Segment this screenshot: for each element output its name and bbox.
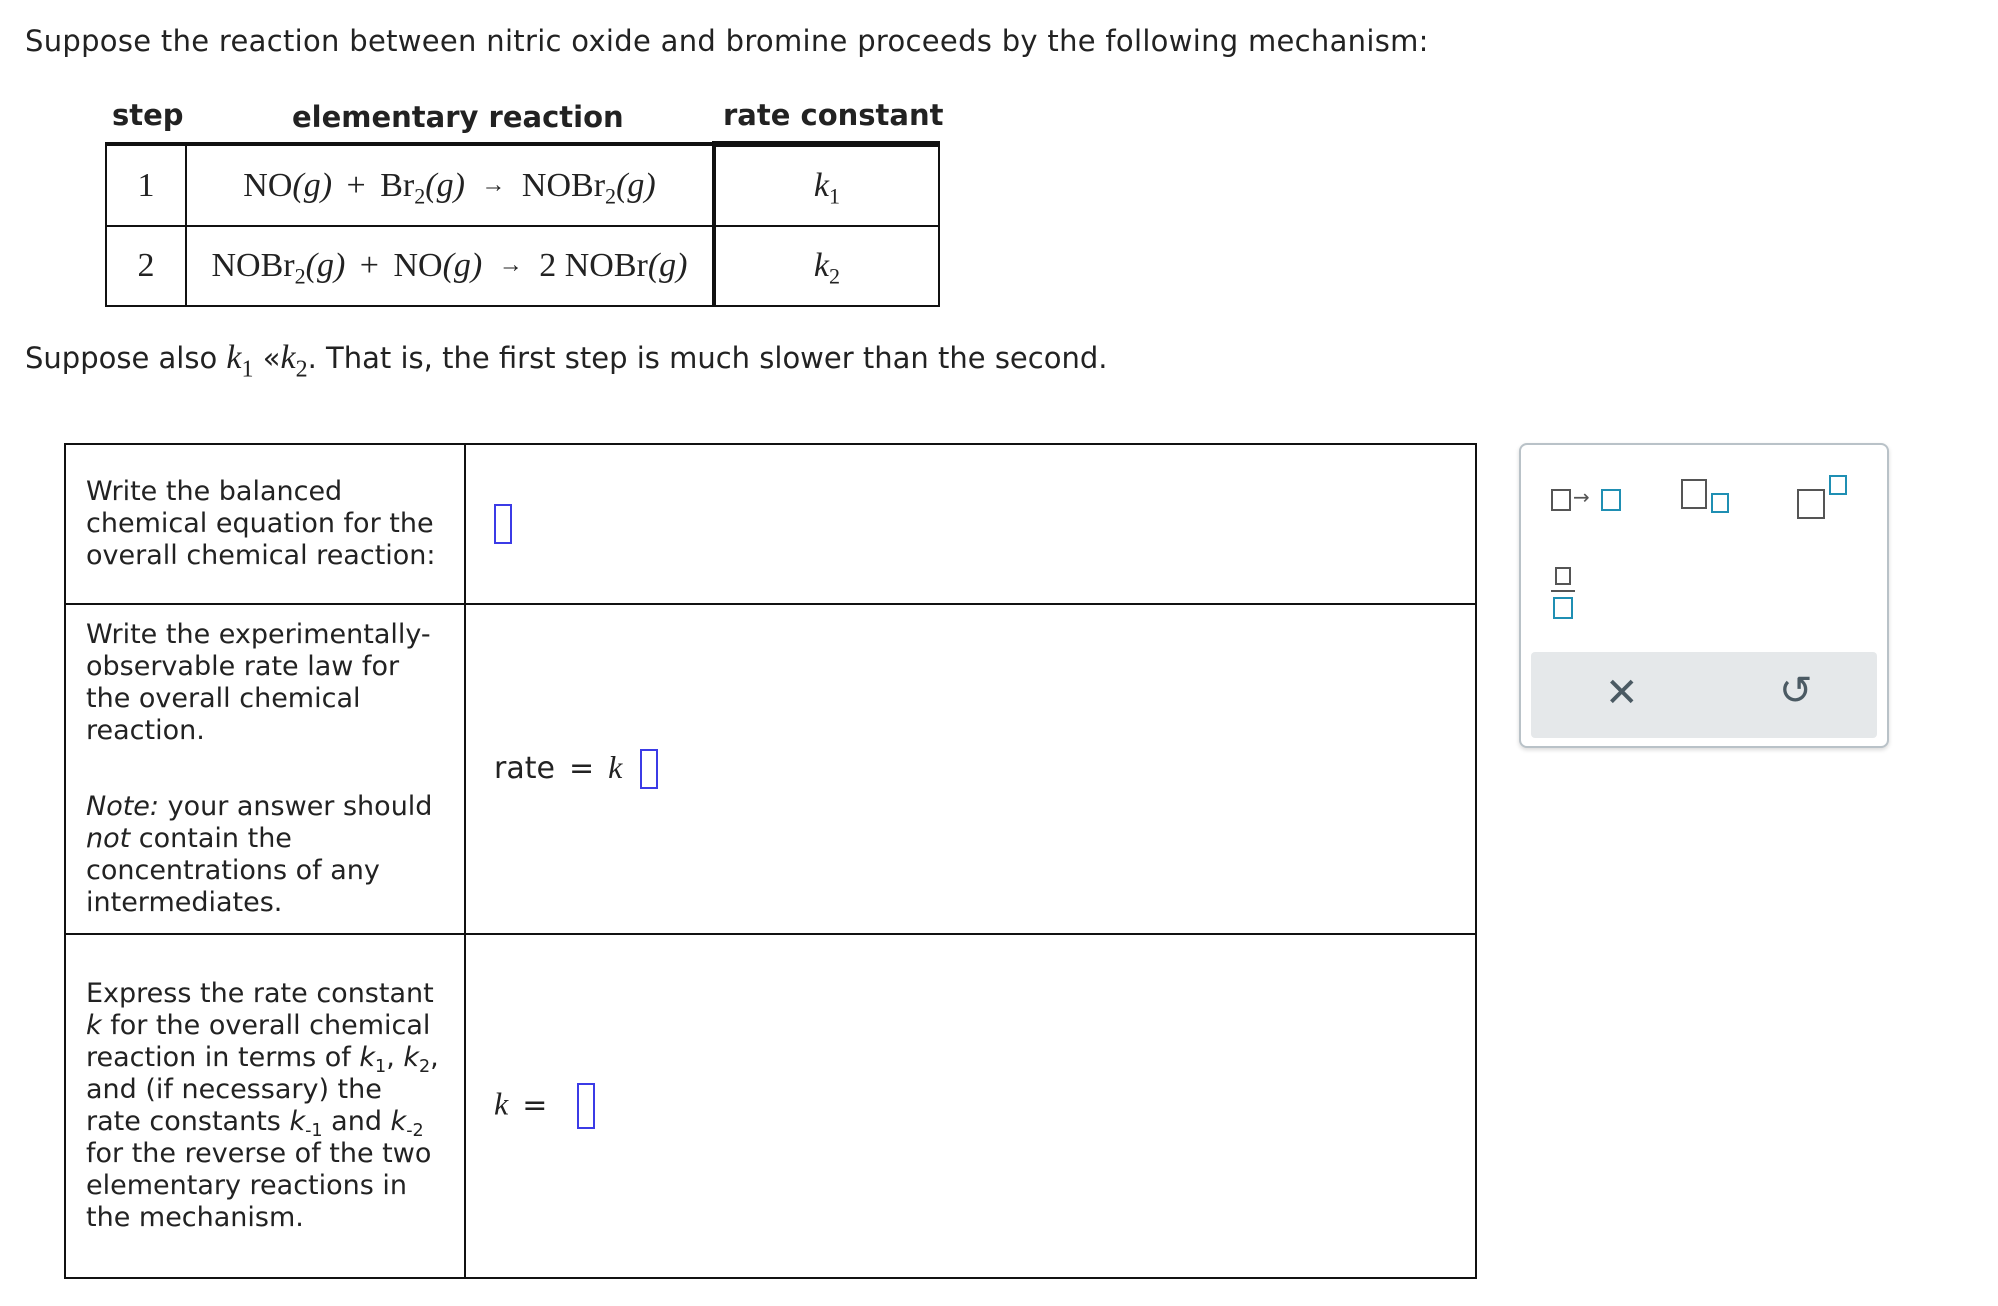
box-icon bbox=[1551, 489, 1571, 511]
answer-cell bbox=[465, 444, 1476, 604]
superscript-box-icon bbox=[1829, 475, 1847, 495]
question-row bbox=[65, 604, 1476, 934]
reaction-arrow-icon: → bbox=[498, 252, 523, 278]
step-number: 2 bbox=[106, 226, 186, 306]
mechanism-table bbox=[105, 141, 940, 307]
reaction-arrow-icon: → bbox=[481, 171, 506, 198]
answer-cell: rate = k bbox=[465, 604, 1476, 934]
numerator-icon bbox=[1555, 567, 1571, 585]
question-table bbox=[64, 443, 1477, 1279]
reaction-1: $NO(g) + Br_2(g)$ → NOBr$_2$(g) bbox=[186, 144, 714, 226]
arrow-icon: → bbox=[1573, 485, 1590, 509]
subscript-icon bbox=[1681, 479, 1707, 509]
mechanism-row bbox=[106, 144, 939, 226]
balanced-equation-input[interactable] bbox=[494, 504, 512, 544]
clear-icon[interactable]: ✕ bbox=[1605, 670, 1639, 716]
denominator-icon bbox=[1553, 597, 1573, 619]
superscript-icon bbox=[1797, 489, 1825, 519]
superscript-button[interactable] bbox=[1797, 475, 1857, 521]
fraction-button[interactable] bbox=[1549, 567, 1579, 621]
box-icon bbox=[1601, 489, 1621, 511]
intro-text: Suppose the reaction between nitric oxide and bromine proceeds by the following mechanism: bbox=[25, 24, 1429, 58]
rate-constant-k1: $k_1$ bbox=[714, 144, 939, 226]
reaction-arrow-tool-button[interactable] bbox=[1551, 485, 1631, 515]
question-prompt: Write the balanced chemical equation for the overall chemical reaction: bbox=[65, 444, 465, 604]
question-row bbox=[65, 934, 1476, 1278]
header-step: step bbox=[112, 98, 184, 132]
subscript-button[interactable] bbox=[1681, 479, 1741, 519]
subscript-box-icon bbox=[1711, 493, 1729, 513]
rate-law-input[interactable] bbox=[640, 749, 658, 789]
answer-cell: k = bbox=[465, 934, 1476, 1278]
question-prompt: Write the experimentally-observable rate law for the overall chemical reaction. Note: your answer should not contain the concentrations of any intermediates. bbox=[65, 604, 465, 934]
question-row bbox=[65, 444, 1476, 604]
toolbar-actions bbox=[1531, 652, 1877, 738]
rate-constant-input[interactable] bbox=[577, 1083, 595, 1129]
assumption-text: Suppose also $k_1$ «$k_2$. That is, the first step is much slower than the second. bbox=[25, 339, 1108, 383]
undo-icon[interactable]: ↺ bbox=[1779, 668, 1813, 714]
rate-constant-k2: $k_2$ bbox=[714, 226, 939, 306]
question-prompt: Express the rate constant k for the overall chemical reaction in terms of $k_1$, $k_2$, and (if necessary) the rate constants $k_{-1}$ and $k_{-2}$ for the reverse of the two elementary reactions in the mechanism. bbox=[65, 934, 465, 1278]
step-number: 1 bbox=[106, 144, 186, 226]
reaction-2: NOBr$_2$(g) + NO(g) → 2 NOBr(g) bbox=[186, 226, 714, 306]
mechanism-row bbox=[106, 226, 939, 306]
fraction-bar-icon bbox=[1551, 590, 1575, 592]
header-rate-constant: rate constant bbox=[723, 98, 944, 132]
math-toolbar bbox=[1519, 443, 1889, 748]
note-text: Note: your answer should not contain the concentrations of any intermediates. bbox=[86, 791, 433, 918]
header-elementary-reaction: elementary reaction bbox=[292, 100, 624, 134]
